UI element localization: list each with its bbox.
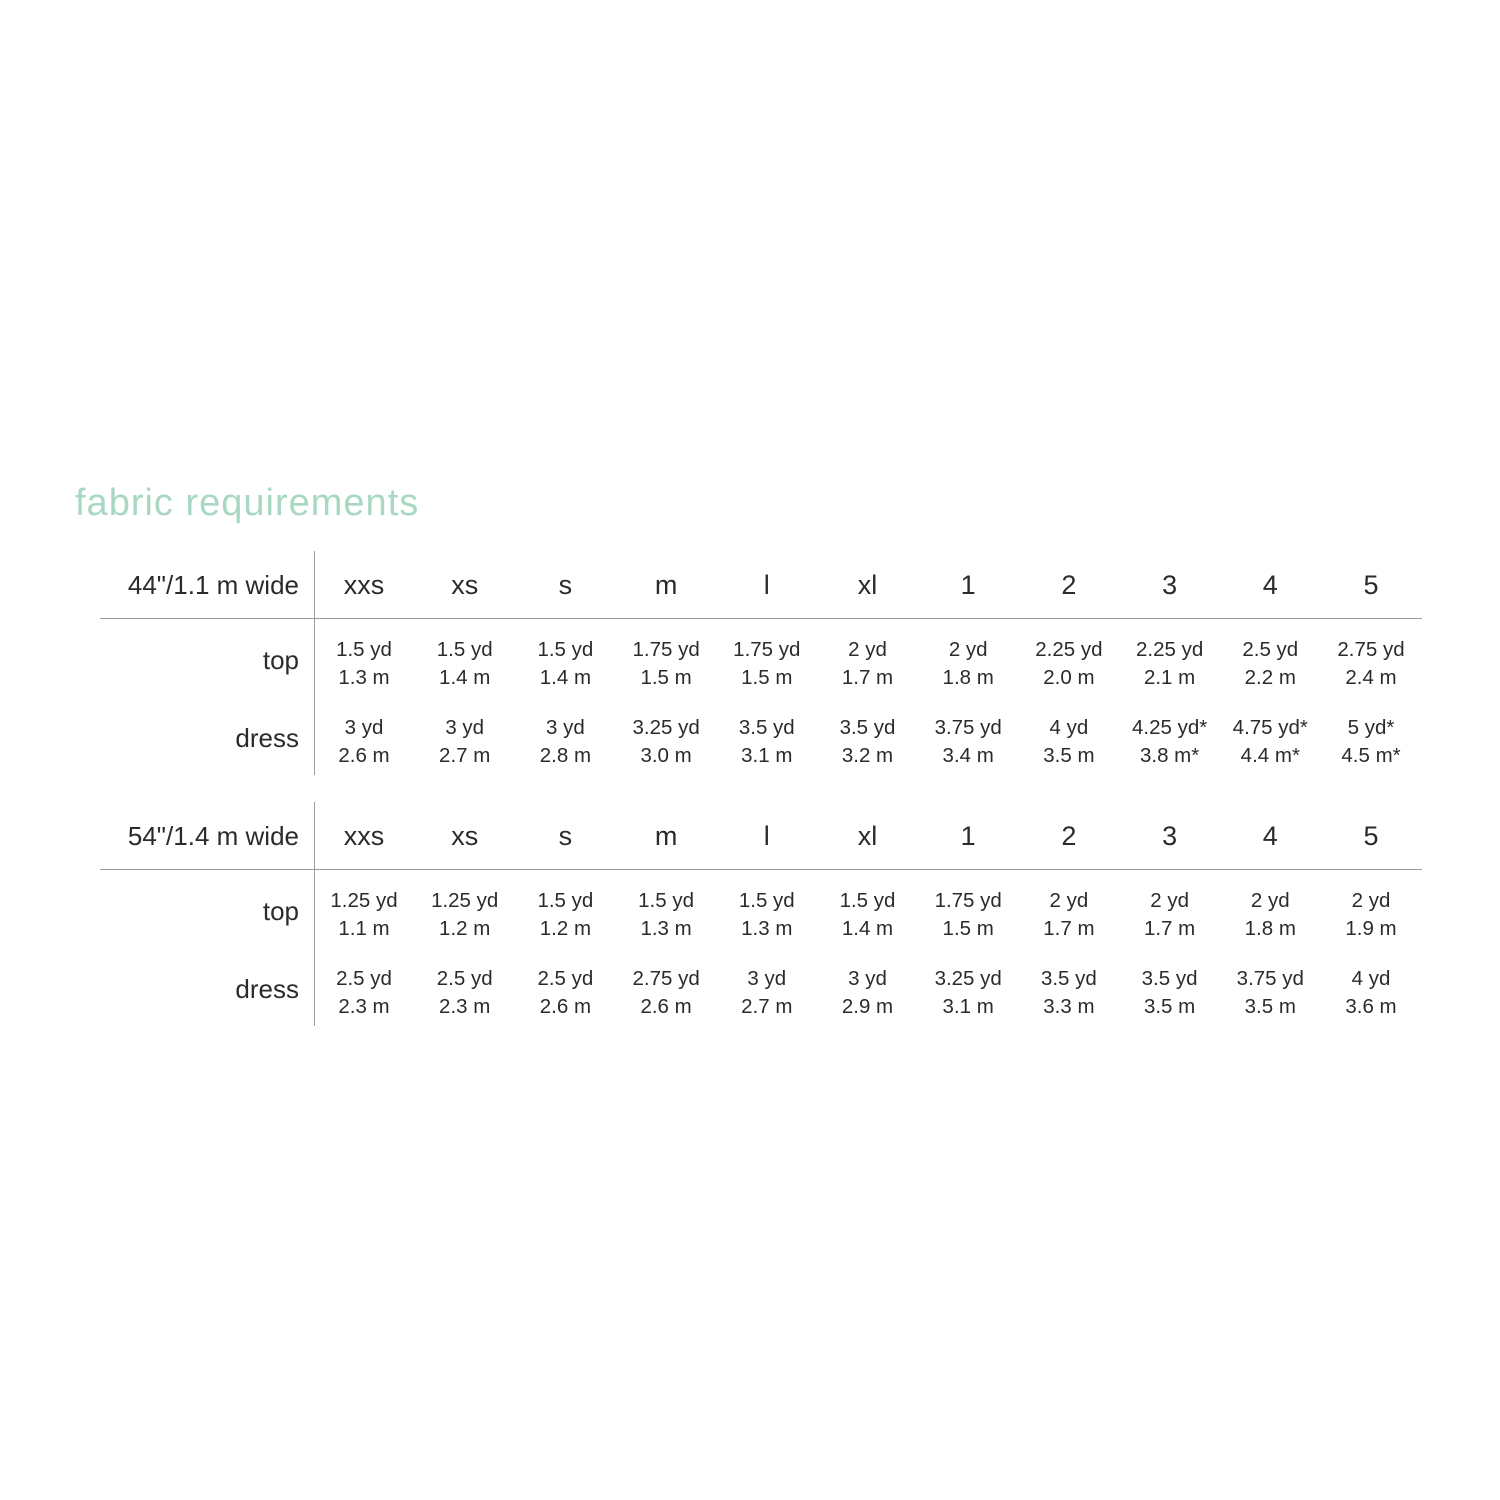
table-cell-dress-xs <box>415 965 515 1021</box>
yardage-value: 1.75 yd <box>632 638 700 661</box>
table-cell-top-5 <box>1321 887 1421 943</box>
meterage-value: 2.3 m <box>338 995 390 1018</box>
size-header-m: m <box>654 821 678 851</box>
row-label-top: top <box>262 645 299 675</box>
table-cell-dress-s <box>515 714 615 770</box>
yardage-value: 1.5 yd <box>839 889 896 912</box>
yardage-value: 2.5 yd <box>336 967 392 990</box>
table-cell-dress-5 <box>1321 714 1421 770</box>
meterage-value: 1.3 m <box>338 666 390 689</box>
yardage-value: 3.25 yd <box>934 967 1002 990</box>
size-header-xl: xl <box>857 570 878 600</box>
meterage-value: 1.5 m <box>741 666 793 689</box>
table-cell-top-xxs <box>314 636 414 692</box>
table-cell-top-3 <box>1120 636 1220 692</box>
yardage-value: 2 yd <box>1150 889 1189 912</box>
meterage-value: 1.4 m <box>539 666 592 689</box>
table-cell-top-l <box>717 636 817 692</box>
meterage-value: 1.3 m <box>640 917 692 940</box>
meterage-value: 1.5 m <box>640 666 692 689</box>
yardage-value: 3.5 yd <box>1040 967 1097 990</box>
yardage-value: 3.25 yd <box>632 716 700 739</box>
meterage-value: 2.8 m <box>539 744 592 767</box>
size-header-3: 3 <box>1162 570 1178 600</box>
meterage-value: 1.7 m <box>841 666 894 689</box>
table-cell-dress-4 <box>1220 714 1320 770</box>
table-cell-dress-xl <box>818 965 918 1021</box>
meterage-value: 1.2 m <box>539 917 592 940</box>
meterage-value: 2.9 m <box>841 995 894 1018</box>
size-header-xxs: xxs <box>343 821 385 851</box>
table-cell-dress-xs <box>415 714 515 770</box>
table-cell-dress-m <box>616 714 716 770</box>
table-cell-top-xs <box>415 636 515 692</box>
yardage-value: 3 yd <box>445 716 485 739</box>
yardage-value: 4 yd <box>1351 967 1391 990</box>
table-cell-top-2 <box>1019 887 1119 943</box>
yardage-value: 4.25 yd* <box>1131 716 1208 739</box>
meterage-value: 3.1 m <box>741 744 793 767</box>
meterage-value: 4.5 m* <box>1341 744 1401 767</box>
yardage-value: 2 yd <box>1250 889 1290 912</box>
size-header-xl: xl <box>857 821 878 851</box>
yardage-value: 2.25 yd <box>1035 638 1103 661</box>
yardage-value: 3 yd <box>848 967 887 990</box>
table-cell-top-1 <box>918 887 1018 943</box>
meterage-value: 3.5 m <box>1143 995 1196 1018</box>
yardage-value: 3.5 yd <box>839 716 896 739</box>
meterage-value: 2.6 m <box>539 995 592 1018</box>
size-header-4: 4 <box>1262 821 1278 851</box>
size-header-3: 3 <box>1162 821 1178 851</box>
horizontal-divider <box>100 618 1422 619</box>
meterage-value: 2.7 m <box>741 995 793 1018</box>
yardage-value: 2 yd <box>848 638 887 661</box>
table-cell-dress-l <box>717 965 817 1021</box>
size-header-5: 5 <box>1363 821 1379 851</box>
meterage-value: 2.6 m <box>338 744 390 767</box>
table-cell-top-m <box>616 636 716 692</box>
meterage-value: 1.8 m <box>1244 917 1296 940</box>
table-cell-top-5 <box>1321 636 1421 692</box>
size-header-l: l <box>763 570 770 600</box>
yardage-value: 2.5 yd <box>436 967 493 990</box>
yardage-value: 4.75 yd* <box>1232 716 1308 739</box>
meterage-value: 3.1 m <box>942 995 994 1018</box>
size-header-4: 4 <box>1262 570 1278 600</box>
table-cell-dress-2 <box>1019 965 1119 1021</box>
table-cell-dress-5 <box>1321 965 1421 1021</box>
table-cell-dress-xl <box>818 714 918 770</box>
size-header-1: 1 <box>960 570 976 600</box>
table-cell-dress-4 <box>1220 965 1320 1021</box>
table-cell-top-m <box>616 887 716 943</box>
meterage-value: 2.3 m <box>439 995 491 1018</box>
yardage-value: 3 yd <box>344 716 384 739</box>
meterage-value: 1.7 m <box>1143 917 1196 940</box>
table-cell-top-4 <box>1220 636 1320 692</box>
yardage-value: 1.75 yd <box>934 889 1002 912</box>
table-cell-dress-1 <box>918 965 1018 1021</box>
meterage-value: 2.1 m <box>1143 666 1196 689</box>
yardage-value: 3.75 yd <box>934 716 1002 739</box>
meterage-value: 1.4 m <box>439 666 491 689</box>
table-cell-dress-s <box>515 965 615 1021</box>
meterage-value: 1.7 m <box>1043 917 1095 940</box>
meterage-value: 1.8 m <box>942 666 994 689</box>
table-cell-top-xxs <box>314 887 414 943</box>
row-label-dress: dress <box>235 974 299 1004</box>
horizontal-divider <box>100 869 1422 870</box>
yardage-value: 3.75 yd <box>1236 967 1304 990</box>
table-cell-top-1 <box>918 636 1018 692</box>
yardage-value: 1.75 yd <box>733 638 801 661</box>
yardage-value: 1.5 yd <box>336 638 392 661</box>
fabric-width-label: 54"/1.4 m wide <box>127 821 299 851</box>
yardage-value: 3 yd <box>747 967 787 990</box>
table-cell-dress-3 <box>1120 965 1220 1021</box>
yardage-value: 2 yd <box>948 638 988 661</box>
table-cell-dress-xxs <box>314 965 414 1021</box>
table-cell-top-4 <box>1220 887 1320 943</box>
size-header-xs: xs <box>451 821 479 851</box>
fabric-width-label: 44"/1.1 m wide <box>127 570 299 600</box>
table-cell-dress-2 <box>1019 714 1119 770</box>
yardage-value: 1.5 yd <box>537 889 594 912</box>
yardage-value: 2.5 yd <box>537 967 594 990</box>
yardage-value: 3.5 yd <box>738 716 795 739</box>
meterage-value: 2.7 m <box>439 744 491 767</box>
meterage-value: 4.4 m* <box>1240 744 1300 767</box>
table-cell-dress-1 <box>918 714 1018 770</box>
meterage-value: 1.5 m <box>942 917 994 940</box>
yardage-value: 2.25 yd <box>1135 638 1204 661</box>
table-cell-top-s <box>515 636 615 692</box>
yardage-value: 2.75 yd <box>632 967 700 990</box>
meterage-value: 2.0 m <box>1043 666 1095 689</box>
meterage-value: 3.8 m* <box>1139 744 1200 767</box>
yardage-value: 3.5 yd <box>1141 967 1198 990</box>
size-header-s: s <box>558 821 573 851</box>
size-header-2: 2 <box>1061 821 1077 851</box>
page-title: fabric requirements <box>75 482 420 524</box>
meterage-value: 3.5 m <box>1043 744 1095 767</box>
meterage-value: 2.6 m <box>640 995 692 1018</box>
table-cell-dress-m <box>616 965 716 1021</box>
size-header-2: 2 <box>1061 570 1077 600</box>
size-header-l: l <box>763 821 770 851</box>
meterage-value: 3.5 m <box>1244 995 1296 1018</box>
yardage-value: 1.5 yd <box>738 889 795 912</box>
table-cell-dress-3 <box>1120 714 1220 770</box>
meterage-value: 1.1 m <box>338 917 390 940</box>
yardage-value: 2.75 yd <box>1337 638 1405 661</box>
row-label-dress: dress <box>235 723 299 753</box>
size-header-1: 1 <box>960 821 976 851</box>
yardage-value: 2 yd <box>1351 889 1391 912</box>
meterage-value: 1.2 m <box>439 917 491 940</box>
table-cell-top-xl <box>818 887 918 943</box>
meterage-value: 1.9 m <box>1345 917 1397 940</box>
yardage-value: 2.5 yd <box>1242 638 1299 661</box>
table-cell-top-3 <box>1120 887 1220 943</box>
meterage-value: 3.2 m <box>841 744 894 767</box>
table-cell-top-2 <box>1019 636 1119 692</box>
table-cell-dress-xxs <box>314 714 414 770</box>
table-cell-top-l <box>717 887 817 943</box>
size-header-5: 5 <box>1363 570 1379 600</box>
yardage-value: 1.5 yd <box>638 889 695 912</box>
size-header-xs: xs <box>451 570 479 600</box>
meterage-value: 3.6 m <box>1345 995 1397 1018</box>
yardage-value: 1.5 yd <box>537 638 594 661</box>
table-cell-top-xs <box>415 887 515 943</box>
table-cell-dress-l <box>717 714 817 770</box>
size-header-s: s <box>558 570 573 600</box>
yardage-value: 1.25 yd <box>330 889 398 912</box>
size-header-m: m <box>654 570 678 600</box>
yardage-value: 3 yd <box>546 716 585 739</box>
yardage-value: 2 yd <box>1049 889 1089 912</box>
table-cell-top-s <box>515 887 615 943</box>
meterage-value: 3.3 m <box>1043 995 1095 1018</box>
meterage-value: 3.4 m <box>942 744 994 767</box>
meterage-value: 1.4 m <box>841 917 894 940</box>
meterage-value: 2.2 m <box>1244 666 1296 689</box>
yardage-value: 5 yd* <box>1347 716 1395 739</box>
meterage-value: 2.4 m <box>1345 666 1397 689</box>
table-cell-top-xl <box>818 636 918 692</box>
meterage-value: 3.0 m <box>640 744 692 767</box>
yardage-value: 1.5 yd <box>436 638 493 661</box>
size-header-xxs: xxs <box>343 570 385 600</box>
yardage-value: 4 yd <box>1049 716 1089 739</box>
yardage-value: 1.25 yd <box>431 889 499 912</box>
row-label-top: top <box>262 896 299 926</box>
meterage-value: 1.3 m <box>741 917 793 940</box>
